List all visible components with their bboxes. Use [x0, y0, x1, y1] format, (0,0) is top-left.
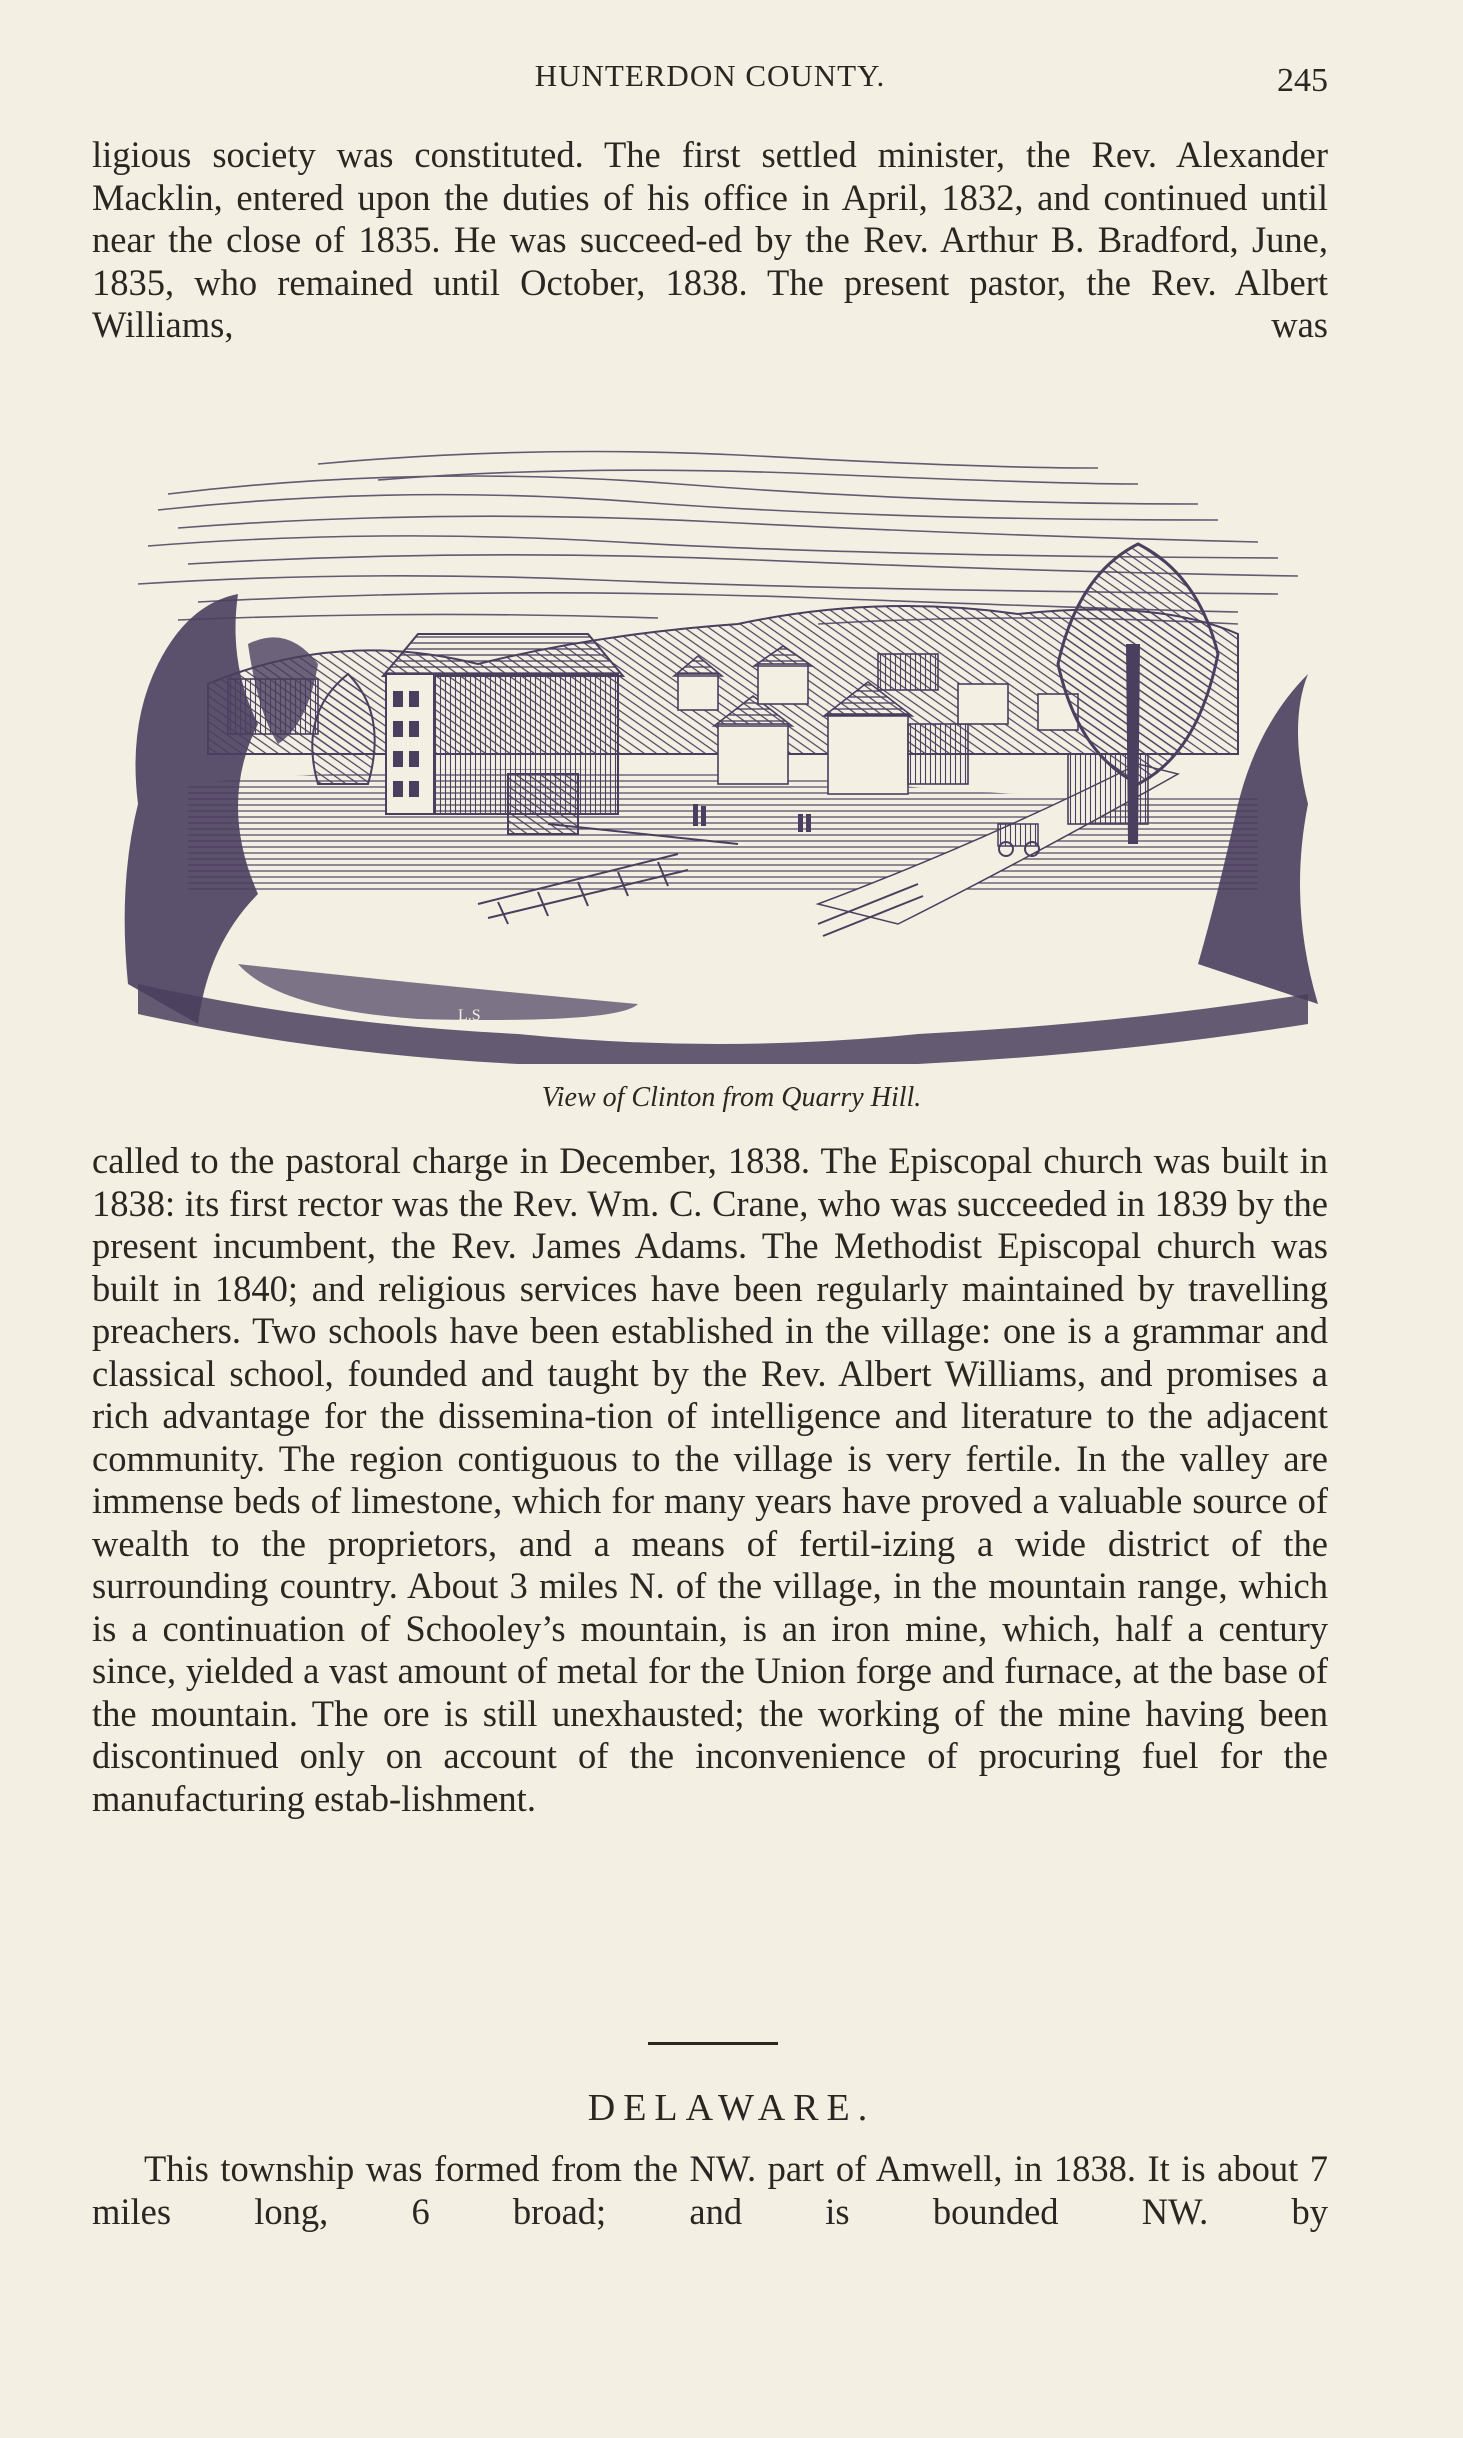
running-title: HUNTERDON COUNTY. [534, 58, 886, 93]
page-header [92, 58, 1328, 108]
engraving-view-of-clinton [118, 424, 1318, 1064]
page-number: 245 [1277, 62, 1328, 99]
section-heading: DELAWARE. [587, 2087, 876, 2129]
section-divider [648, 2042, 778, 2045]
paragraph-main: called to the pastoral charge in December, 1838. The Episcopal church was built in 1838: its first rector was the Rev. Wm. C. Crane, who was succeeded in 1839 by the present incumbent, the Rev. James Adams. The Methodist Episcopal church was built in 1840; and religious services have been regularly maintained by travelling preachers. Two schools have been established in the village: one is a grammar and classical school, founded and taught by the Rev. Albert Williams, and promises a rich advantage for the dissemina-tion of intelligence and literature to the adjacent community. The region contiguous to the village is very fertile. In the valley are immense beds of limestone, which for many years have proved a valuable source of wealth to the proprietors, and a means of fertil-izing a wide district of the surrounding country. About 3 miles N. of the village, in the mountain range, which is a continuation of Schooley’s mountain, is an iron mine, which, half a century since, yielded a vast amount of metal for the Union forge and furnace, at the base of the mountain. The ore is still unexhausted; the working of the mine having been discontinued only on account of the inconvenience of procuring fuel for the manufacturing estab-lishment. [92, 1140, 1328, 1819]
paragraph-delaware: This township was formed from the NW. part of Amwell, in 1838. It is about 7 miles long, 6 broad; and is bounded NW. by [92, 2148, 1328, 2232]
paragraph-continuation: ligious society was constituted. The first settled minister, the Rev. Alexander Macklin, entered upon the duties of his office in April, 1832, and continued until near the close of 1835. He was succeed-ed by the Rev. Arthur B. Bradford, June, 1835, who remained until October, 1838. The present pastor, the Rev. Albert Williams, was [92, 134, 1328, 345]
figure-caption: View of Clinton from Quarry Hill. [541, 1082, 922, 1113]
engraver-mark: L.S [458, 1007, 481, 1024]
engraving-illustration [118, 424, 1318, 1064]
